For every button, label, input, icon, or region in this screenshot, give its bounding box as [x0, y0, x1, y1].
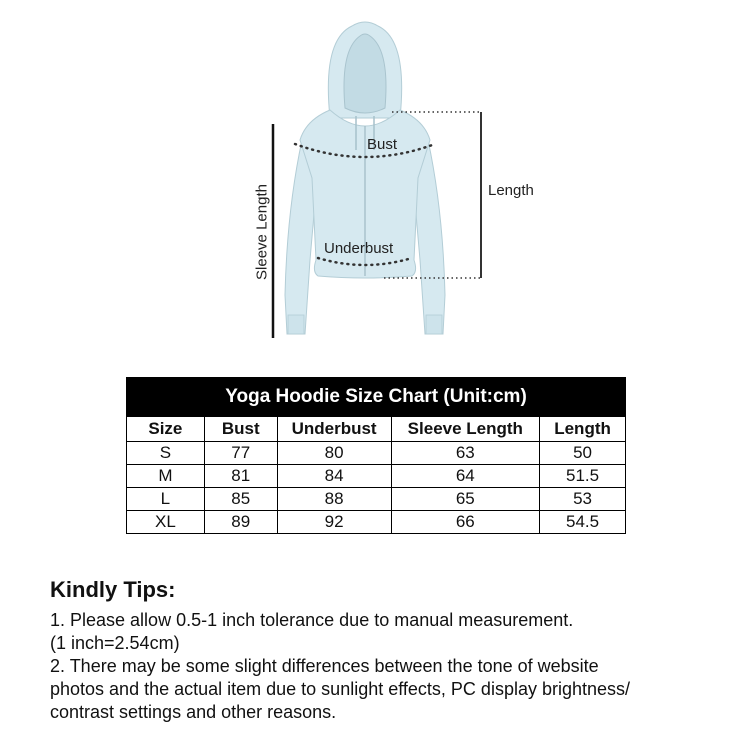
cell-length: 54.5 [540, 511, 626, 534]
tips-line: 1. Please allow 0.5-1 inch tolerance due to manual measurement. [50, 610, 574, 630]
cell-bust: 81 [204, 465, 277, 488]
cell-size: M [127, 465, 205, 488]
table-row [127, 488, 626, 511]
sleeve-length-label: Sleeve Length [253, 184, 271, 280]
cell-underbust: 88 [277, 488, 391, 511]
table-header-row [127, 417, 626, 442]
size-chart-table [126, 377, 626, 534]
length-label: Length [488, 182, 534, 199]
tips-line: 2. There may be some slight differences between the tone of website [50, 656, 599, 676]
cell-length: 51.5 [540, 465, 626, 488]
size-chart-title: Yoga Hoodie Size Chart (Unit:cm) [127, 378, 626, 417]
column-header-bust: Bust [204, 417, 277, 442]
bust-label: Bust [367, 136, 398, 153]
cell-bust: 77 [204, 442, 277, 465]
tips-title: Kindly Tips: [50, 577, 176, 602]
cell-size: XL [127, 511, 205, 534]
column-header-underbust: Underbust [277, 417, 391, 442]
table-row [127, 442, 626, 465]
column-header-sleeve-length: Sleeve Length [391, 417, 540, 442]
cell-size: L [127, 488, 205, 511]
left-cuff [288, 315, 304, 334]
cell-sleeve-length: 66 [391, 511, 540, 534]
right-cuff [426, 315, 442, 334]
cell-sleeve-length: 63 [391, 442, 540, 465]
tips-line: photos and the actual item due to sunlight effects, PC display brightness/ [50, 679, 631, 699]
tips-line: contrast settings and other reasons. [50, 702, 337, 722]
cell-sleeve-length: 64 [391, 465, 540, 488]
cell-underbust: 92 [277, 511, 391, 534]
hoodie-illustration [0, 0, 750, 350]
cell-bust: 89 [204, 511, 277, 534]
kindly-tips-section [50, 577, 740, 724]
column-header-size: Size [127, 417, 205, 442]
table-row [127, 511, 626, 534]
cell-underbust: 84 [277, 465, 391, 488]
cell-length: 50 [540, 442, 626, 465]
cell-underbust: 80 [277, 442, 391, 465]
cell-length: 53 [540, 488, 626, 511]
column-header-length: Length [540, 417, 626, 442]
cell-sleeve-length: 65 [391, 488, 540, 511]
tips-line: (1 inch=2.54cm) [50, 633, 180, 653]
cell-size: S [127, 442, 205, 465]
underbust-label: Underbust [324, 240, 394, 257]
cell-bust: 85 [204, 488, 277, 511]
table-row [127, 465, 626, 488]
